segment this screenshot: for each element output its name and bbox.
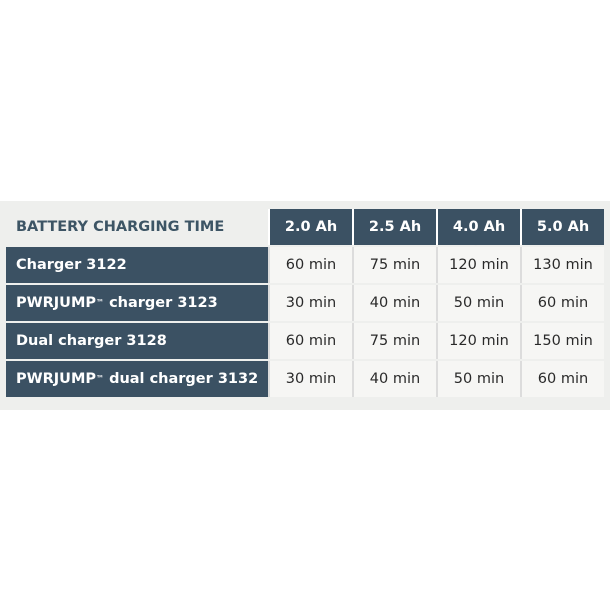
column-header-4-0ah: 4.0 Ah xyxy=(436,209,520,245)
table-cell: 75 min xyxy=(352,323,436,359)
table-cell: 150 min xyxy=(520,323,604,359)
table-row xyxy=(6,247,604,283)
table-cell: 40 min xyxy=(352,361,436,397)
table-cell: 50 min xyxy=(436,361,520,397)
row-label-charger-3122 xyxy=(6,247,268,283)
table-cell: 60 min xyxy=(268,323,352,359)
table-row xyxy=(6,361,604,397)
row-label-text-suffix: charger 3123 xyxy=(104,295,218,311)
table-cell: 40 min xyxy=(352,285,436,321)
table-cell: 60 min xyxy=(268,247,352,283)
column-header-5-0ah: 5.0 Ah xyxy=(520,209,604,245)
charging-time-table xyxy=(0,201,610,410)
table-row xyxy=(6,323,604,359)
table-cell: 60 min xyxy=(520,361,604,397)
table-cell: 130 min xyxy=(520,247,604,283)
row-label-text: Charger 3122 xyxy=(16,257,127,273)
table-row xyxy=(6,285,604,321)
table-header-row xyxy=(6,209,604,245)
table-cell: 120 min xyxy=(436,247,520,283)
column-header-2-5ah: 2.5 Ah xyxy=(352,209,436,245)
table-cell: 50 min xyxy=(436,285,520,321)
table-cell: 60 min xyxy=(520,285,604,321)
row-label-pwrjump-charger-3123: PWRJUMP ™ charger 3123 xyxy=(6,285,268,321)
column-header-2-0ah: 2.0 Ah xyxy=(268,209,352,245)
row-label-pwrjump-dual-charger-3132: PWRJUMP ™ dual charger 3132 xyxy=(6,361,268,397)
table-title: BATTERY CHARGING TIME xyxy=(16,219,225,235)
table-cell: 75 min xyxy=(352,247,436,283)
table-cell: 30 min xyxy=(268,361,352,397)
row-label-text: PWRJUMP xyxy=(16,295,97,311)
row-label-text: Dual charger 3128 xyxy=(16,333,167,349)
table-cell: 30 min xyxy=(268,285,352,321)
table-cell: 120 min xyxy=(436,323,520,359)
row-label-text: PWRJUMP xyxy=(16,371,97,387)
row-label-text-suffix: dual charger 3132 xyxy=(104,371,259,387)
row-label-dual-charger-3128 xyxy=(6,323,268,359)
